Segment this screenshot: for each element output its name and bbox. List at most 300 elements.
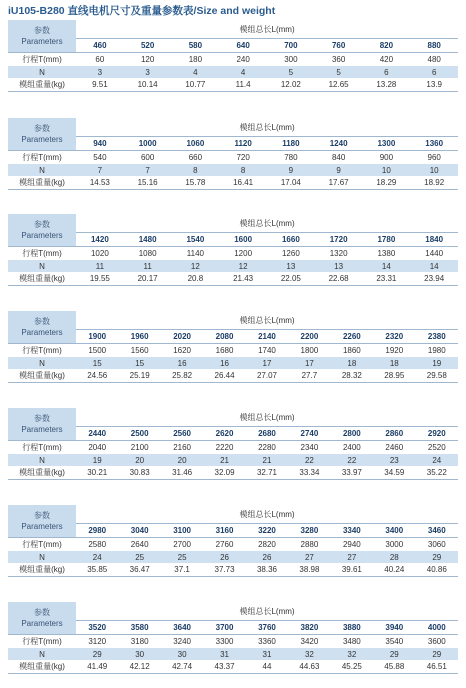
table-cell: 22 <box>288 454 330 466</box>
table-cell: 9 <box>267 164 315 176</box>
table-cell: 35.22 <box>416 466 459 480</box>
module-length-header: 模组总长L(mm) <box>76 311 458 330</box>
table-cell: 12.02 <box>267 78 315 92</box>
table-cell: 3000 <box>373 538 415 552</box>
length-cell: 3880 <box>342 623 361 632</box>
table-cell: 20.8 <box>172 272 220 286</box>
spec-table <box>8 505 458 577</box>
length-cell: 1060 <box>186 139 205 148</box>
parameters-label-cn: 参数 <box>34 220 50 229</box>
table-cell: 3360 <box>246 635 288 649</box>
length-cell: 2800 <box>342 429 361 438</box>
table-cell: 27 <box>331 551 373 563</box>
table-cell: 41.49 <box>76 660 118 674</box>
table-cell: 13 <box>267 260 315 272</box>
table-cell: 1680 <box>203 344 245 358</box>
length-cell: 2740 <box>300 429 319 438</box>
length-cell: 2500 <box>130 429 149 438</box>
length-cell: 3220 <box>258 526 276 535</box>
length-row <box>8 524 458 538</box>
table-cell: 40.86 <box>416 563 459 577</box>
length-cell: 3760 <box>258 623 276 632</box>
parameters-header-cell <box>8 602 76 635</box>
module-length-header: 模组总长L(mm) <box>76 118 458 137</box>
table-cell: 11.4 <box>219 78 267 92</box>
table-cell: 15.16 <box>124 176 172 190</box>
table-cell: 3540 <box>373 635 415 649</box>
row-label: N <box>8 164 76 176</box>
table-cell: 20 <box>118 454 160 466</box>
table-cell: 240 <box>219 53 267 67</box>
table-cell: 2100 <box>118 441 160 455</box>
table-cell: 300 <box>267 53 315 67</box>
row-label: 模组重量(kg) <box>8 272 76 286</box>
length-cell: 640 <box>236 41 250 50</box>
n-row <box>8 164 458 176</box>
row-label: 行程T(mm) <box>8 344 76 358</box>
table-cell: 720 <box>219 151 267 165</box>
row-label: 模组重量(kg) <box>8 466 76 480</box>
length-cell: 460 <box>93 41 107 50</box>
table-cell: 2760 <box>203 538 245 552</box>
parameters-label-cn: 参数 <box>34 124 50 133</box>
weight-row <box>8 563 458 577</box>
length-cell: 2920 <box>427 429 446 438</box>
weight-row <box>8 272 458 286</box>
table-cell: 16.41 <box>219 176 267 190</box>
table-cell: 1440 <box>410 247 458 261</box>
table-cell: 1860 <box>331 344 373 358</box>
spec-table <box>8 311 458 383</box>
table-cell: 26 <box>246 551 288 563</box>
table-cell: 4 <box>219 66 267 78</box>
table-cell: 24 <box>416 454 459 466</box>
weight-row <box>8 660 458 674</box>
table-header-row <box>8 20 458 39</box>
table-cell: 20 <box>161 454 203 466</box>
length-cell: 2440 <box>88 429 107 438</box>
table-cell: 18.92 <box>410 176 458 190</box>
spec-table <box>8 118 458 190</box>
table-cell: 31 <box>246 648 288 660</box>
table-cell: 31.46 <box>161 466 203 480</box>
table-cell: 10 <box>363 164 411 176</box>
length-cell: 1300 <box>377 139 396 148</box>
table-cell: 43.37 <box>203 660 245 674</box>
parameters-label-en: Parameters <box>21 619 63 628</box>
table-cell: 32.09 <box>203 466 245 480</box>
table-cell: 600 <box>124 151 172 165</box>
module-length-header: 模组总长L(mm) <box>76 408 458 427</box>
length-row <box>8 621 458 635</box>
parameters-label-cn: 参数 <box>34 317 50 326</box>
table-cell: 9 <box>315 164 363 176</box>
length-cell: 2260 <box>342 332 361 341</box>
table-cell: 12 <box>172 260 220 272</box>
length-cell: 2200 <box>300 332 319 341</box>
length-cell: 3160 <box>215 526 234 535</box>
length-cell: 1720 <box>329 235 348 244</box>
table-cell: 34.59 <box>373 466 415 480</box>
table-header-row <box>8 602 458 621</box>
table-cell: 1500 <box>76 344 118 358</box>
length-cell: 1540 <box>186 235 205 244</box>
table-cell: 29 <box>416 551 459 563</box>
weight-row <box>8 369 458 383</box>
row-label: 模组重量(kg) <box>8 660 76 674</box>
table-cell: 25.19 <box>118 369 160 383</box>
table-cell: 27.07 <box>246 369 288 383</box>
table-cell: 2220 <box>203 441 245 455</box>
table-cell: 780 <box>267 151 315 165</box>
table-cell: 22.05 <box>267 272 315 286</box>
table-cell: 12 <box>219 260 267 272</box>
length-cell: 1780 <box>377 235 396 244</box>
table-header-row <box>8 505 458 524</box>
table-cell: 21 <box>203 454 245 466</box>
table-cell: 3 <box>124 66 172 78</box>
table-cell: 2280 <box>246 441 288 455</box>
table-cell: 25 <box>118 551 160 563</box>
table-cell: 33.34 <box>288 466 330 480</box>
table-cell: 13 <box>315 260 363 272</box>
table-cell: 44.63 <box>288 660 330 674</box>
weight-row <box>8 176 458 190</box>
length-cell: 2680 <box>258 429 276 438</box>
parameters-label-en: Parameters <box>21 135 63 144</box>
table-cell: 19.55 <box>76 272 124 286</box>
length-cell: 2980 <box>88 526 107 535</box>
table-cell: 1260 <box>267 247 315 261</box>
length-cell: 3040 <box>130 526 149 535</box>
table-cell: 19 <box>76 454 118 466</box>
table-cell: 18 <box>331 357 373 369</box>
stroke-row <box>8 635 458 649</box>
table-cell: 20.17 <box>124 272 172 286</box>
table-cell: 16 <box>203 357 245 369</box>
table-cell: 2940 <box>331 538 373 552</box>
table-cell: 17.04 <box>267 176 315 190</box>
length-row <box>8 233 458 247</box>
stroke-row <box>8 538 458 552</box>
length-cell: 940 <box>93 139 107 148</box>
weight-row <box>8 78 458 92</box>
stroke-row <box>8 247 458 261</box>
table-cell: 3120 <box>76 635 118 649</box>
n-row <box>8 551 458 563</box>
table-cell: 22 <box>331 454 373 466</box>
parameters-header-cell <box>8 118 76 151</box>
row-label: N <box>8 66 76 78</box>
length-cell: 3340 <box>342 526 361 535</box>
row-label: 行程T(mm) <box>8 635 76 649</box>
weight-row <box>8 466 458 480</box>
n-row <box>8 66 458 78</box>
row-label: 模组重量(kg) <box>8 369 76 383</box>
table-cell: 26 <box>203 551 245 563</box>
table-cell: 10.77 <box>172 78 220 92</box>
length-cell: 3100 <box>173 526 191 535</box>
table-cell: 24.56 <box>76 369 118 383</box>
length-cell: 3940 <box>385 623 404 632</box>
stroke-row <box>8 151 458 165</box>
row-label: N <box>8 357 76 369</box>
parameters-header-cell <box>8 505 76 538</box>
table-cell: 120 <box>124 53 172 67</box>
length-row <box>8 39 458 53</box>
table-cell: 29 <box>373 648 415 660</box>
table-cell: 15 <box>76 357 118 369</box>
table-cell: 10.14 <box>124 78 172 92</box>
table-cell: 26.44 <box>203 369 245 383</box>
table-cell: 37.73 <box>203 563 245 577</box>
table-cell: 19 <box>416 357 459 369</box>
table-cell: 17 <box>246 357 288 369</box>
parameters-header-cell <box>8 311 76 344</box>
table-cell: 25 <box>161 551 203 563</box>
parameters-label-cn: 参数 <box>34 414 50 423</box>
table-cell: 45.25 <box>331 660 373 674</box>
table-cell: 42.74 <box>161 660 203 674</box>
table-cell: 6 <box>410 66 458 78</box>
table-cell: 2160 <box>161 441 203 455</box>
table-cell: 11 <box>124 260 172 272</box>
table-cell: 16 <box>161 357 203 369</box>
table-cell: 1080 <box>124 247 172 261</box>
row-label: 模组重量(kg) <box>8 563 76 577</box>
length-cell: 3820 <box>300 623 319 632</box>
row-label: 模组重量(kg) <box>8 176 76 190</box>
table-cell: 28.32 <box>331 369 373 383</box>
table-cell: 40.24 <box>373 563 415 577</box>
length-cell: 2620 <box>215 429 234 438</box>
length-cell: 1840 <box>425 235 444 244</box>
table-cell: 180 <box>172 53 220 67</box>
table-cell: 3180 <box>118 635 160 649</box>
length-cell: 2020 <box>173 332 191 341</box>
table-cell: 32.71 <box>246 466 288 480</box>
table-cell: 8 <box>219 164 267 176</box>
table-cell: 21.43 <box>219 272 267 286</box>
table-cell: 10 <box>410 164 458 176</box>
table-cell: 3420 <box>288 635 330 649</box>
stroke-row <box>8 344 458 358</box>
length-cell: 4000 <box>427 623 446 632</box>
table-cell: 29.58 <box>416 369 459 383</box>
spec-table <box>8 20 458 92</box>
table-cell: 12.65 <box>315 78 363 92</box>
table-cell: 28.95 <box>373 369 415 383</box>
parameters-label-cn: 参数 <box>34 608 50 617</box>
module-length-header: 模组总长L(mm) <box>76 602 458 621</box>
table-cell: 29 <box>76 648 118 660</box>
page-title: iU105-B280 直线电机尺寸及重量参数表/Size and weight <box>8 5 276 17</box>
table-cell: 42.12 <box>118 660 160 674</box>
table-cell: 3 <box>76 66 124 78</box>
table-cell: 1380 <box>363 247 411 261</box>
table-cell: 3480 <box>331 635 373 649</box>
length-cell: 3280 <box>300 526 319 535</box>
table-cell: 2040 <box>76 441 118 455</box>
row-label: N <box>8 454 76 466</box>
length-row <box>8 427 458 441</box>
spec-table <box>8 408 458 480</box>
table-cell: 14.53 <box>76 176 124 190</box>
length-cell: 1960 <box>130 332 149 341</box>
table-cell: 32 <box>331 648 373 660</box>
table-cell: 28 <box>373 551 415 563</box>
length-cell: 3700 <box>215 623 234 632</box>
table-cell: 480 <box>410 53 458 67</box>
table-cell: 2880 <box>288 538 330 552</box>
table-cell: 1140 <box>172 247 220 261</box>
table-cell: 17 <box>288 357 330 369</box>
table-header-row <box>8 408 458 427</box>
length-cell: 1600 <box>234 235 253 244</box>
parameters-label-en: Parameters <box>21 37 63 46</box>
n-row <box>8 648 458 660</box>
table-cell: 7 <box>76 164 124 176</box>
parameters-label-en: Parameters <box>21 231 63 240</box>
length-cell: 2320 <box>385 332 404 341</box>
row-label: N <box>8 551 76 563</box>
table-cell: 2700 <box>161 538 203 552</box>
table-cell: 420 <box>363 53 411 67</box>
table-cell: 27.7 <box>288 369 330 383</box>
table-cell: 5 <box>267 66 315 78</box>
table-cell: 13.28 <box>363 78 411 92</box>
length-cell: 880 <box>427 41 441 50</box>
table-cell: 60 <box>76 53 124 67</box>
table-cell: 17.67 <box>315 176 363 190</box>
table-cell: 39.61 <box>331 563 373 577</box>
table-cell: 32 <box>288 648 330 660</box>
table-cell: 30.83 <box>118 466 160 480</box>
table-cell: 660 <box>172 151 220 165</box>
row-label: 模组重量(kg) <box>8 78 76 92</box>
length-cell: 1000 <box>138 139 157 148</box>
length-cell: 1420 <box>90 235 109 244</box>
table-cell: 24 <box>76 551 118 563</box>
table-cell: 30 <box>161 648 203 660</box>
length-cell: 700 <box>284 41 298 50</box>
table-cell: 840 <box>315 151 363 165</box>
length-cell: 1660 <box>281 235 300 244</box>
table-cell: 27 <box>288 551 330 563</box>
table-cell: 360 <box>315 53 363 67</box>
table-cell: 14 <box>363 260 411 272</box>
n-row <box>8 357 458 369</box>
length-cell: 3400 <box>385 526 404 535</box>
table-cell: 33.97 <box>331 466 373 480</box>
table-cell: 15 <box>118 357 160 369</box>
table-cell: 25.82 <box>161 369 203 383</box>
table-cell: 13.9 <box>410 78 458 92</box>
table-cell: 23 <box>373 454 415 466</box>
length-cell: 2860 <box>385 429 404 438</box>
parameters-header-cell <box>8 408 76 441</box>
table-cell: 38.36 <box>246 563 288 577</box>
table-cell: 6 <box>363 66 411 78</box>
n-row <box>8 260 458 272</box>
module-length-header: 模组总长L(mm) <box>76 20 458 39</box>
table-cell: 9.51 <box>76 78 124 92</box>
table-cell: 22.68 <box>315 272 363 286</box>
length-cell: 520 <box>140 41 155 50</box>
table-cell: 2340 <box>288 441 330 455</box>
length-cell: 1240 <box>329 139 348 148</box>
n-row <box>8 454 458 466</box>
row-label: 行程T(mm) <box>8 151 76 165</box>
module-length-header: 模组总长L(mm) <box>76 214 458 233</box>
table-header-row <box>8 311 458 330</box>
table-cell: 29 <box>416 648 459 660</box>
table-cell: 18.29 <box>363 176 411 190</box>
stroke-row <box>8 53 458 67</box>
parameters-label-en: Parameters <box>21 328 63 337</box>
table-cell: 1980 <box>416 344 459 358</box>
parameters-label-cn: 参数 <box>34 511 50 520</box>
length-cell: 820 <box>379 41 394 50</box>
parameters-label-en: Parameters <box>21 522 63 531</box>
table-cell: 18 <box>373 357 415 369</box>
table-cell: 44 <box>246 660 288 674</box>
table-cell: 30.21 <box>76 466 118 480</box>
table-cell: 3240 <box>161 635 203 649</box>
table-cell: 3300 <box>203 635 245 649</box>
table-header-row <box>8 118 458 137</box>
length-cell: 3640 <box>173 623 191 632</box>
length-cell: 1900 <box>88 332 107 341</box>
table-cell: 35.85 <box>76 563 118 577</box>
table-cell: 1020 <box>76 247 124 261</box>
length-cell: 2140 <box>258 332 276 341</box>
table-cell: 1620 <box>161 344 203 358</box>
table-cell: 8 <box>172 164 220 176</box>
table-cell: 1320 <box>315 247 363 261</box>
table-cell: 2640 <box>118 538 160 552</box>
spec-table <box>8 214 458 286</box>
table-cell: 900 <box>363 151 411 165</box>
parameters-label-en: Parameters <box>21 425 63 434</box>
table-cell: 23.94 <box>410 272 458 286</box>
row-label: N <box>8 648 76 660</box>
table-cell: 960 <box>410 151 458 165</box>
table-cell: 2580 <box>76 538 118 552</box>
parameters-header-cell <box>8 214 76 247</box>
length-cell: 1360 <box>425 139 444 148</box>
table-cell: 31 <box>203 648 245 660</box>
table-cell: 7 <box>124 164 172 176</box>
table-cell: 1560 <box>118 344 160 358</box>
table-cell: 2520 <box>416 441 459 455</box>
length-cell: 1480 <box>138 235 157 244</box>
table-cell: 2460 <box>373 441 415 455</box>
length-cell: 1120 <box>234 139 252 148</box>
row-label: 行程T(mm) <box>8 538 76 552</box>
parameters-label-cn: 参数 <box>34 26 50 35</box>
length-cell: 3520 <box>88 623 107 632</box>
parameters-header-cell <box>8 20 76 53</box>
row-label: 行程T(mm) <box>8 441 76 455</box>
table-cell: 15.78 <box>172 176 220 190</box>
length-cell: 2560 <box>173 429 191 438</box>
table-cell: 1920 <box>373 344 415 358</box>
table-cell: 38.98 <box>288 563 330 577</box>
table-cell: 1800 <box>288 344 330 358</box>
length-row <box>8 330 458 344</box>
table-cell: 1200 <box>219 247 267 261</box>
